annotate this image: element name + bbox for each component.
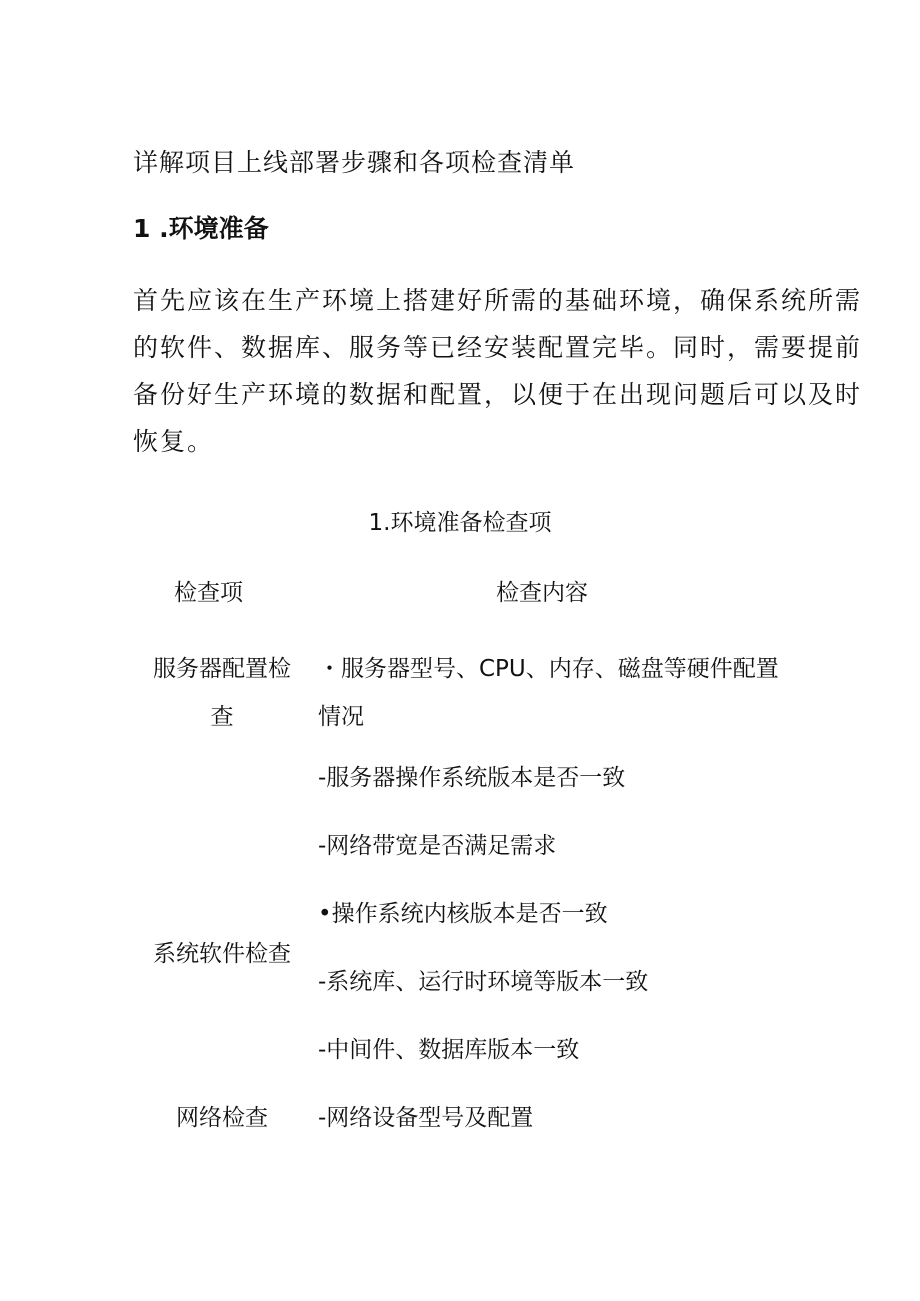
intro-paragraph: [133, 277, 863, 465]
category-network: 网络检查: [176, 1105, 268, 1131]
check-entry: -系统库、运行时环境等版本一致: [318, 969, 649, 995]
category-server-config: 服务器配置检查: [153, 656, 291, 730]
check-entry: ・服务器型号、CPU、内存、磁盘等硬件配置情况: [318, 656, 779, 730]
table-caption: 1.环境准备检查项: [368, 510, 552, 536]
intro-line: 首先应该在生产环境上搭建好所需的基础环境，确保系统所需: [133, 286, 863, 315]
intro-line: 恢复。: [133, 427, 215, 456]
check-entry: -中间件、数据库版本一致: [318, 1037, 580, 1063]
check-entry: •操作系统内核版本是否一致: [318, 901, 608, 927]
check-entry: -网络带宽是否满足需求: [318, 833, 557, 859]
column-header-content: 检查内容: [496, 580, 588, 606]
category-system-software: 系统软件检查: [153, 941, 291, 967]
check-entry: -网络设备型号及配置: [318, 1105, 534, 1131]
document-title: 详解项目上线部署步骤和各项检查清单: [133, 148, 576, 177]
intro-line: 备份好生产环境的数据和配置，以便于在出现问题后可以及时: [133, 380, 863, 409]
check-entry: -服务器操作系统版本是否一致: [318, 765, 626, 791]
intro-line: 的软件、数据库、服务等已经安装配置完毕。同时，需要提前: [133, 333, 863, 362]
column-header-item: 检查项: [174, 580, 243, 606]
section-heading: 1 .环境准备: [133, 214, 269, 243]
